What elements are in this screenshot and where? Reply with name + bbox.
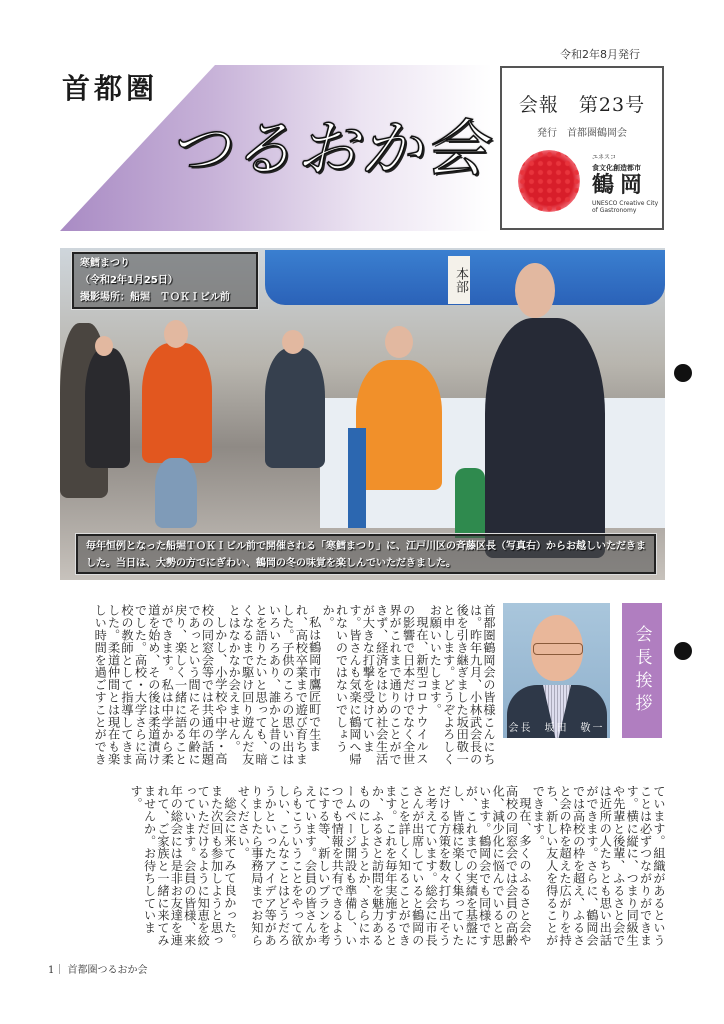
caption-location: 撮影場所：船堀 ＴＯＫＩビル前 bbox=[80, 292, 230, 303]
green-bag bbox=[455, 468, 485, 538]
logo-subtitle: 食文化創造都市 bbox=[592, 163, 641, 172]
event-photo bbox=[60, 248, 665, 580]
newsletter-title: つるおか会 bbox=[168, 112, 489, 185]
binder-hole bbox=[674, 642, 692, 660]
issue-date: 令和2年8月発行 bbox=[560, 48, 640, 61]
paragraph: 現在、新型コロナウイルスの影響で日本だけでなく全世界がこれまで通りのことができず、経済をはじめ社会生活が大きな打撃を受けています。皆さんも気楽に鶴岡へ帰れないのではないでしょうか。 bbox=[321, 604, 429, 766]
issue-number: 会報 第23号 bbox=[518, 94, 646, 116]
logo-city: 鶴岡 bbox=[592, 172, 649, 198]
paragraph: しかし、小学校や中学・高校の同窓会等では共通の話題であっという間にその年齢に戻り、楽しく一緒に語ることができます。私は中学から柔道を始め、その後は柔道漬けでした。高校・大学さらに高校の教師として指導してきました。柔道仲間とは現在も楽しい時間を過ごすことができ bbox=[93, 604, 228, 766]
article-body-top bbox=[60, 604, 495, 770]
person bbox=[265, 348, 325, 468]
publisher: 発行 首都圏鶴岡会 bbox=[537, 128, 627, 139]
logo-kana: ユネスコ bbox=[592, 154, 617, 161]
caption-title: 寒鱈まつり bbox=[80, 258, 130, 269]
person-head bbox=[164, 320, 188, 348]
president-portrait bbox=[503, 603, 610, 738]
issue-info-box bbox=[500, 66, 664, 230]
paragraph: 現在、多くのふるさと会や高校の同窓会では会員の高齢化、減少化に悩んでいると思います。鶴岡会でも同様ですが、これまでの実績を基盤にし、皆様に楽しく集っていただける方策を数々打ち出そうと考えています。総会に市長さんが出席していると鶴岡のことを詳しく知ることができます。これを毎年実施するとか、ふるさと訪問を魅力あるものにしようとか、さらにホームページ開設も準備し、いつでも情報を共有できるようにする等、新しいプランを考えています。会員の皆さんからもこういうことをやって欲しい、こんなことはどうだろうかといったアイデア等がありましたら事務局までお知らせください。 bbox=[236, 785, 532, 947]
banner-sash bbox=[348, 428, 366, 528]
person-head bbox=[385, 326, 413, 358]
person-happi-coat bbox=[356, 360, 442, 490]
page-footer: 1｜ 首都圏つるおか会 bbox=[48, 965, 148, 976]
binder-hole bbox=[674, 364, 692, 382]
article-heading: 会長挨拶 bbox=[622, 603, 662, 738]
mayor-speaking bbox=[485, 318, 605, 558]
caption-date: （令和2年1月25日） bbox=[80, 275, 178, 286]
paragraph: 私は鶴岡市鷹匠町で生まれ、高校卒業まで遊び育ちました。子供のころの思い出はいろいろあり、誰かと昔のことを語りたいと思っても、暗くなるまで駆け回り遊んだ友とはなかなか会えません。 bbox=[227, 604, 322, 766]
person-jeans bbox=[155, 458, 197, 528]
portrait-caption: 会長 坂田 敬一 bbox=[508, 723, 605, 734]
person-head bbox=[282, 330, 304, 354]
paragraph: ています。組織があるということは必ずつながりができます。横に縦に、つまり同級生や先輩と後輩、ふるさと会では近所の人たちとも思い出話ができます。さらに、鶴岡会では高校の枠を超え、ふるさと会の枠を超えた広がりを持ち、新しい友人を得ることができます。 bbox=[531, 785, 666, 947]
photo-caption-top bbox=[72, 252, 258, 309]
gastronomy-logo-icon bbox=[518, 150, 580, 212]
person-head bbox=[95, 336, 113, 356]
portrait-glasses bbox=[533, 643, 583, 655]
org-name-calligraphy: 首都圏 bbox=[62, 72, 159, 105]
person-orange-jacket bbox=[142, 343, 212, 463]
logo-english: UNESCO Creative City of Gastronomy bbox=[592, 200, 659, 214]
paragraph: 首都圏鶴岡会の皆様こんにちは。昨年九月、小林武会長の後を引き継ぎました坂田敬一と申します。どうぞよろしくお願いいたします。 bbox=[428, 604, 496, 766]
person-head bbox=[515, 263, 555, 318]
paragraph: 総会に来てみて良かった。また次回も参加しようと思っていただけるように知恵を絞っています。会員の皆様、来年の総会には是非お友達を連れて、ご家族と一緒に来てみませんか。お待ちしています。 bbox=[129, 785, 237, 947]
tent-sign: 本部 bbox=[448, 256, 470, 304]
person bbox=[85, 348, 130, 468]
article-body-bottom bbox=[60, 785, 665, 951]
photo-caption-bottom: 毎年恒例となった船堀ＴＯＫＩビル前で開催される「寒鱈まつり」に、江戸川区の斉藤区長（写真右）からお越しいただきました。当日は、大勢の方でにぎわい、鶴岡の冬の味覚を楽しんでいただきました。 bbox=[76, 534, 656, 574]
